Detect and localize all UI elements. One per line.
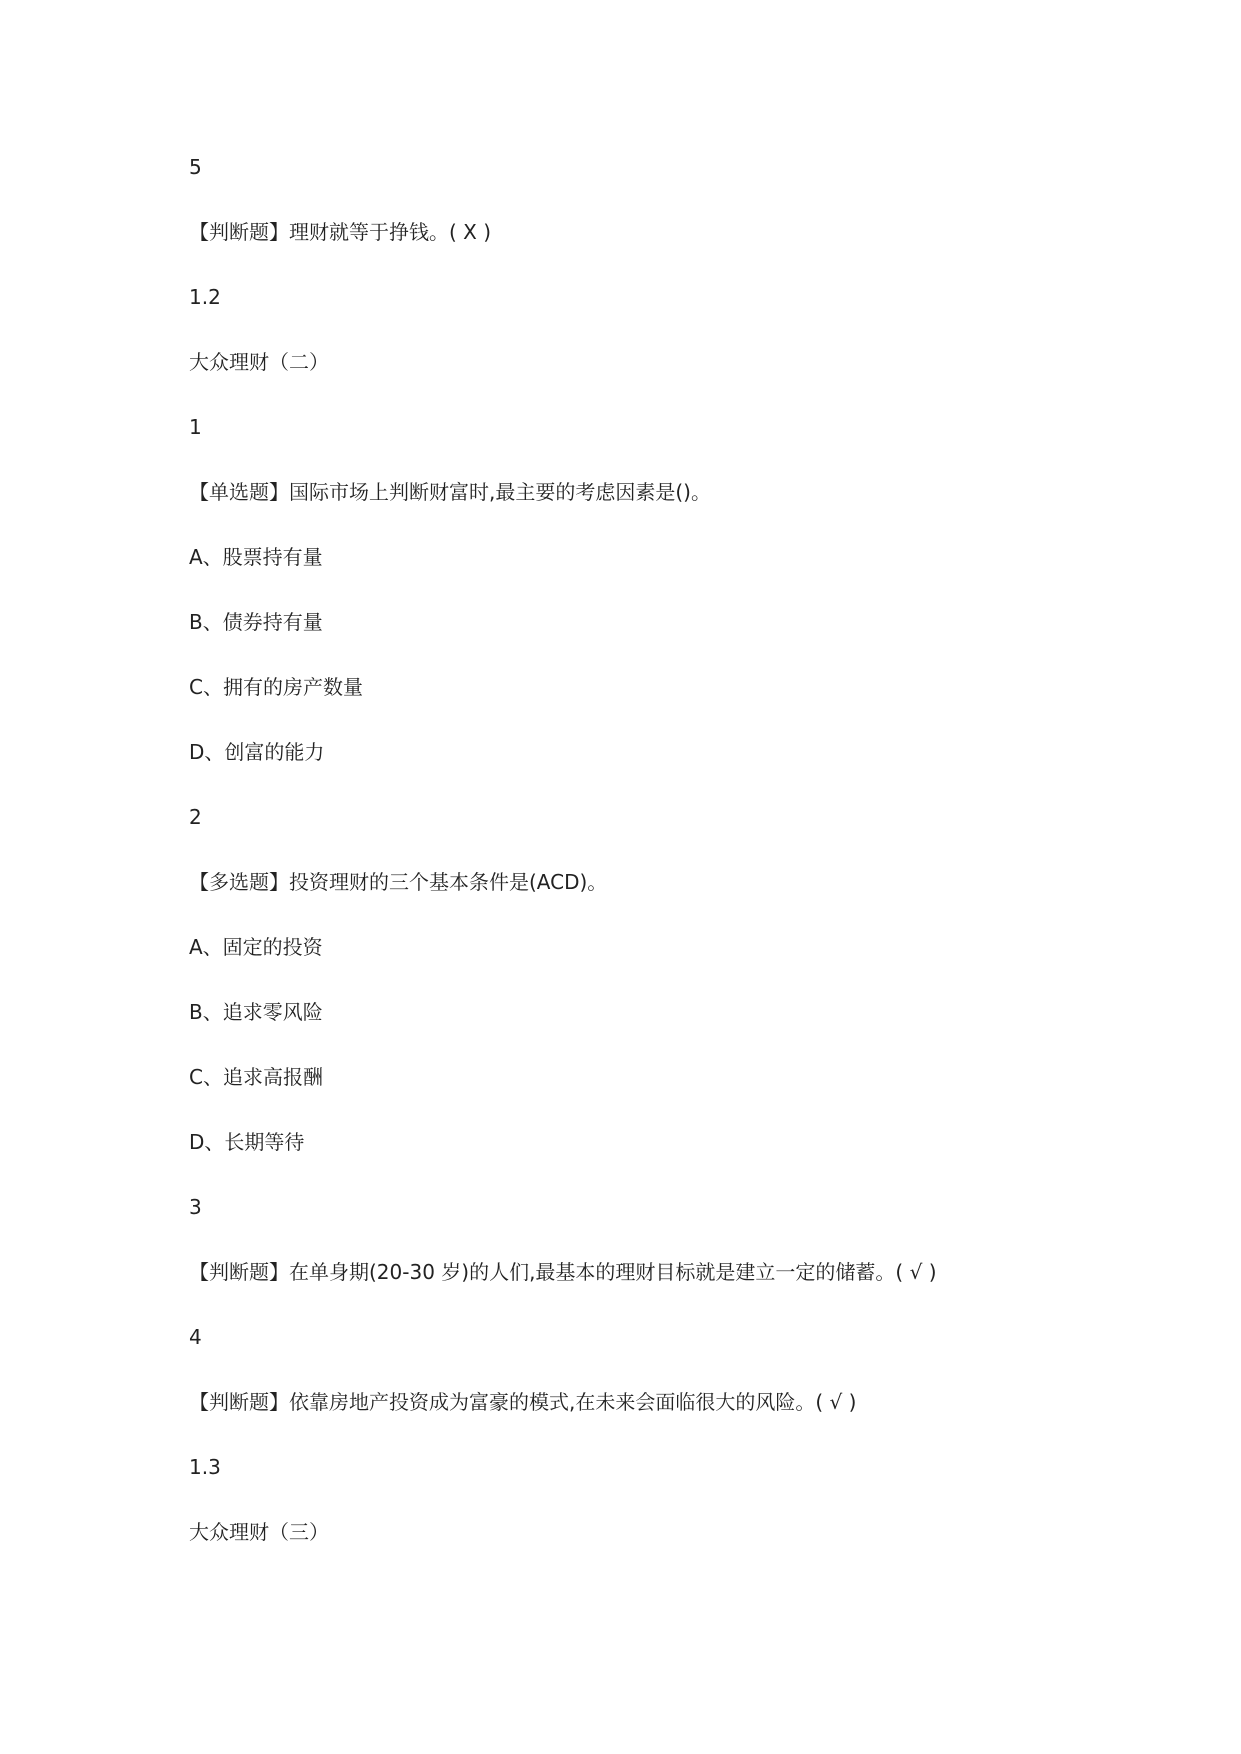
question-number: 2 — [189, 805, 202, 829]
question-text: 【判断题】在单身期(20-30 岁)的人们,最基本的理财目标就是建立一定的储蓄。( √ ) — [189, 1260, 937, 1284]
section-number: 1.3 — [189, 1455, 221, 1479]
answer-option: C、追求高报酬 — [189, 1065, 323, 1089]
question-text: 【判断题】依靠房地产投资成为富豪的模式,在未来会面临很大的风险。( √ ) — [189, 1390, 857, 1414]
question-text: 【多选题】投资理财的三个基本条件是(ACD)。 — [189, 870, 608, 894]
answer-option: B、追求零风险 — [189, 1000, 323, 1024]
answer-option: A、股票持有量 — [189, 545, 323, 569]
question-number: 4 — [189, 1325, 202, 1349]
section-title: 大众理财（三） — [189, 1520, 329, 1544]
section-title: 大众理财（二） — [189, 350, 329, 374]
answer-option: B、债券持有量 — [189, 610, 323, 634]
answer-option: D、长期等待 — [189, 1130, 305, 1154]
question-text: 【单选题】国际市场上判断财富时,最主要的考虑因素是()。 — [189, 480, 711, 504]
document-page — [189, 150, 1189, 1580]
answer-option: C、拥有的房产数量 — [189, 675, 363, 699]
question-number: 1 — [189, 415, 202, 439]
answer-option: A、固定的投资 — [189, 935, 323, 959]
question-number: 3 — [189, 1195, 202, 1219]
question-text: 【判断题】理财就等于挣钱。( Х ) — [189, 220, 492, 244]
question-number: 5 — [189, 155, 202, 179]
section-number: 1.2 — [189, 285, 221, 309]
answer-option: D、创富的能力 — [189, 740, 325, 764]
